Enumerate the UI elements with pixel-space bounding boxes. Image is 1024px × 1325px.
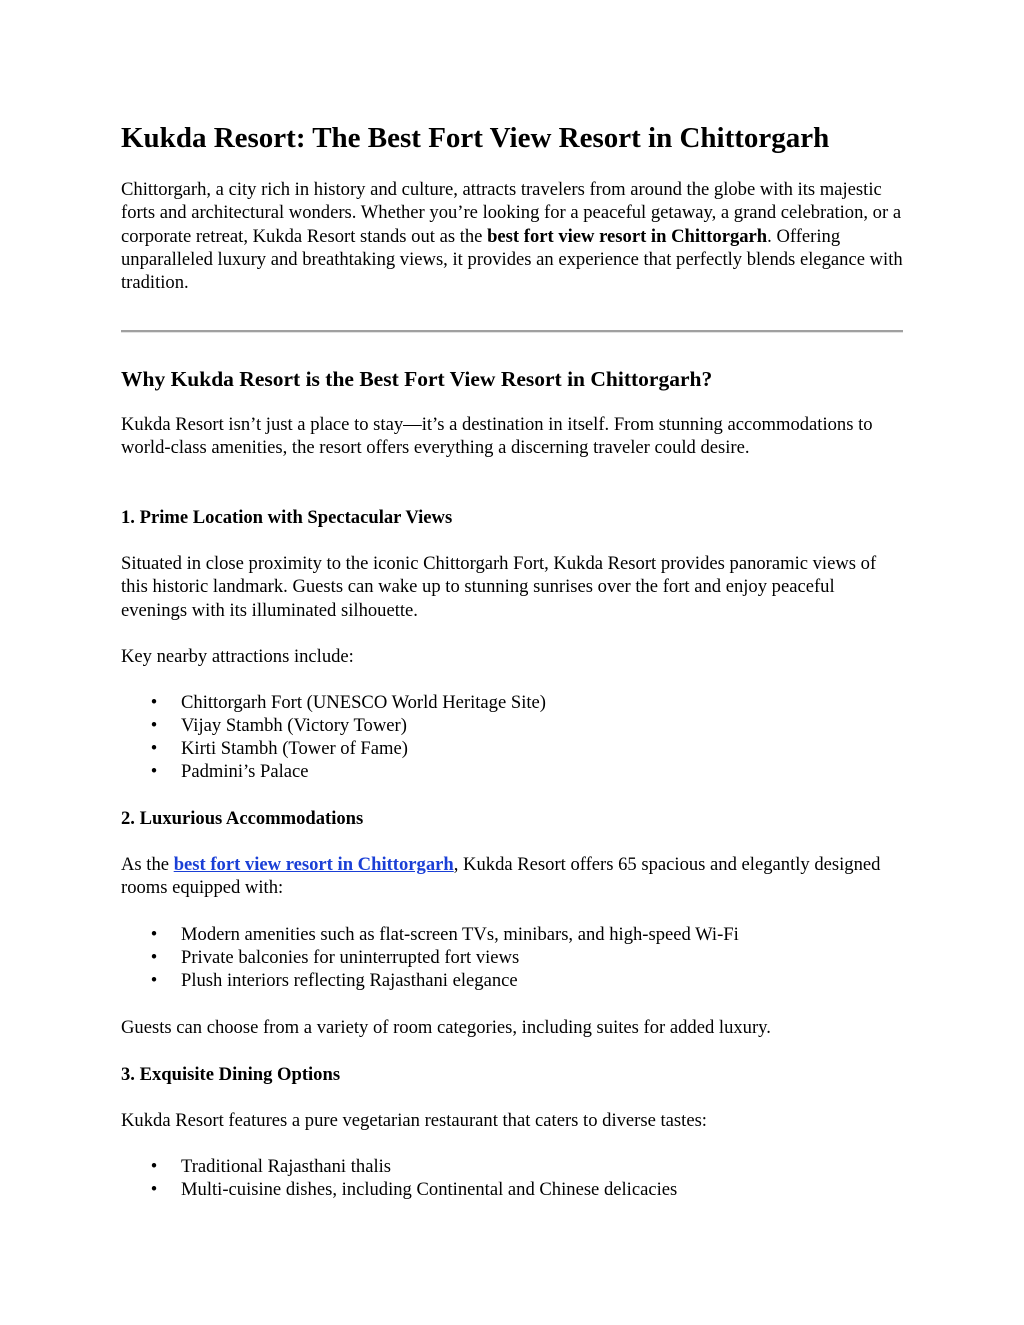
list-item: • Plush interiors reflecting Rajasthani elegance	[150, 970, 518, 992]
list-item: • Vijay Stambh (Victory Tower)	[150, 715, 407, 737]
list-item: • Modern amenities such as flat-screen TVs, minibars, and high-speed Wi-Fi	[150, 924, 739, 945]
best-fort-view-resort-link[interactable]: best fort view resort in Chittorgarh	[173, 854, 454, 875]
amenities-list	[149, 923, 889, 992]
bullet-icon: •	[150, 924, 158, 945]
section3-heading: 3. Exquisite Dining Options	[121, 1064, 341, 1085]
bullet-icon: •	[150, 738, 158, 760]
section3-paragraph: Kukda Resort features a pure vegetarian restaurant that caters to diverse tastes:	[121, 1110, 707, 1131]
why-heading: Why Kukda Resort is the Best Fort View Resort in Chittorgarh?	[121, 367, 713, 391]
dining-list	[149, 1155, 889, 1201]
intro-paragraph	[121, 178, 905, 294]
intro-bold-phrase: best fort view resort in Chittorgarh	[487, 225, 768, 247]
horizontal-divider	[121, 330, 903, 333]
bullet-icon: •	[150, 761, 158, 783]
bullet-icon: •	[150, 970, 158, 992]
list-item: • Traditional Rajasthani thalis	[150, 1156, 392, 1177]
list-item: • Private balconies for uninterrupted fort views	[150, 947, 520, 969]
page-title: Kukda Resort: The Best Fort View Resort in Chittorgarh	[121, 122, 830, 154]
section2-heading: 2. Luxurious Accommodations	[121, 808, 364, 829]
bullet-icon: •	[150, 715, 158, 737]
section1-paragraph: Situated in close proximity to the iconic Chittorgarh Fort, Kukda Resort provides panoramic views of this historic landmark. Guests can wake up to stunning sunrises over the fort and enjoy peaceful evenings with its illuminated silhouette.	[121, 553, 877, 621]
list-item: • Kirti Stambh (Tower of Fame)	[150, 738, 408, 760]
bullet-icon: •	[150, 1179, 158, 1201]
attractions-intro: Key nearby attractions include:	[121, 646, 354, 667]
bullet-icon: •	[150, 947, 158, 969]
section1-heading: 1. Prime Location with Spectacular Views	[121, 507, 453, 528]
list-item: • Multi-cuisine dishes, including Continental and Chinese delicacies	[150, 1179, 678, 1201]
bullet-icon: •	[150, 1156, 158, 1177]
attractions-list	[149, 691, 889, 783]
room-categories-paragraph: Guests can choose from a variety of room categories, including suites for added luxury.	[121, 1017, 771, 1038]
intro-text-end: . Offering unparalleled luxury and breathtaking views, it provides an experience that perfectly blends elegance with tradition.	[121, 225, 903, 294]
section2-paragraph: As the best fort view resort in Chittorgarh, Kukda Resort offers 65 spacious and elegantly designed rooms equipped with:	[121, 854, 881, 899]
why-paragraph: Kukda Resort isn’t just a place to stay—it’s a destination in itself. From stunning accommodations to world-class amenities, the resort offers everything a discerning traveler could desire.	[121, 414, 873, 459]
bullet-icon: •	[150, 692, 158, 713]
intro-text-start: Chittorgarh, a city rich in history and culture, attracts travelers from around the globe with its majestic forts and architectural wonders. Whether you’re looking for a peaceful getaway, a grand celebration, or a corporate retreat, Kukda Resort stands out as the	[121, 179, 902, 247]
list-item: • Padmini’s Palace	[150, 761, 309, 783]
list-item: • Chittorgarh Fort (UNESCO World Heritage Site)	[150, 692, 547, 713]
